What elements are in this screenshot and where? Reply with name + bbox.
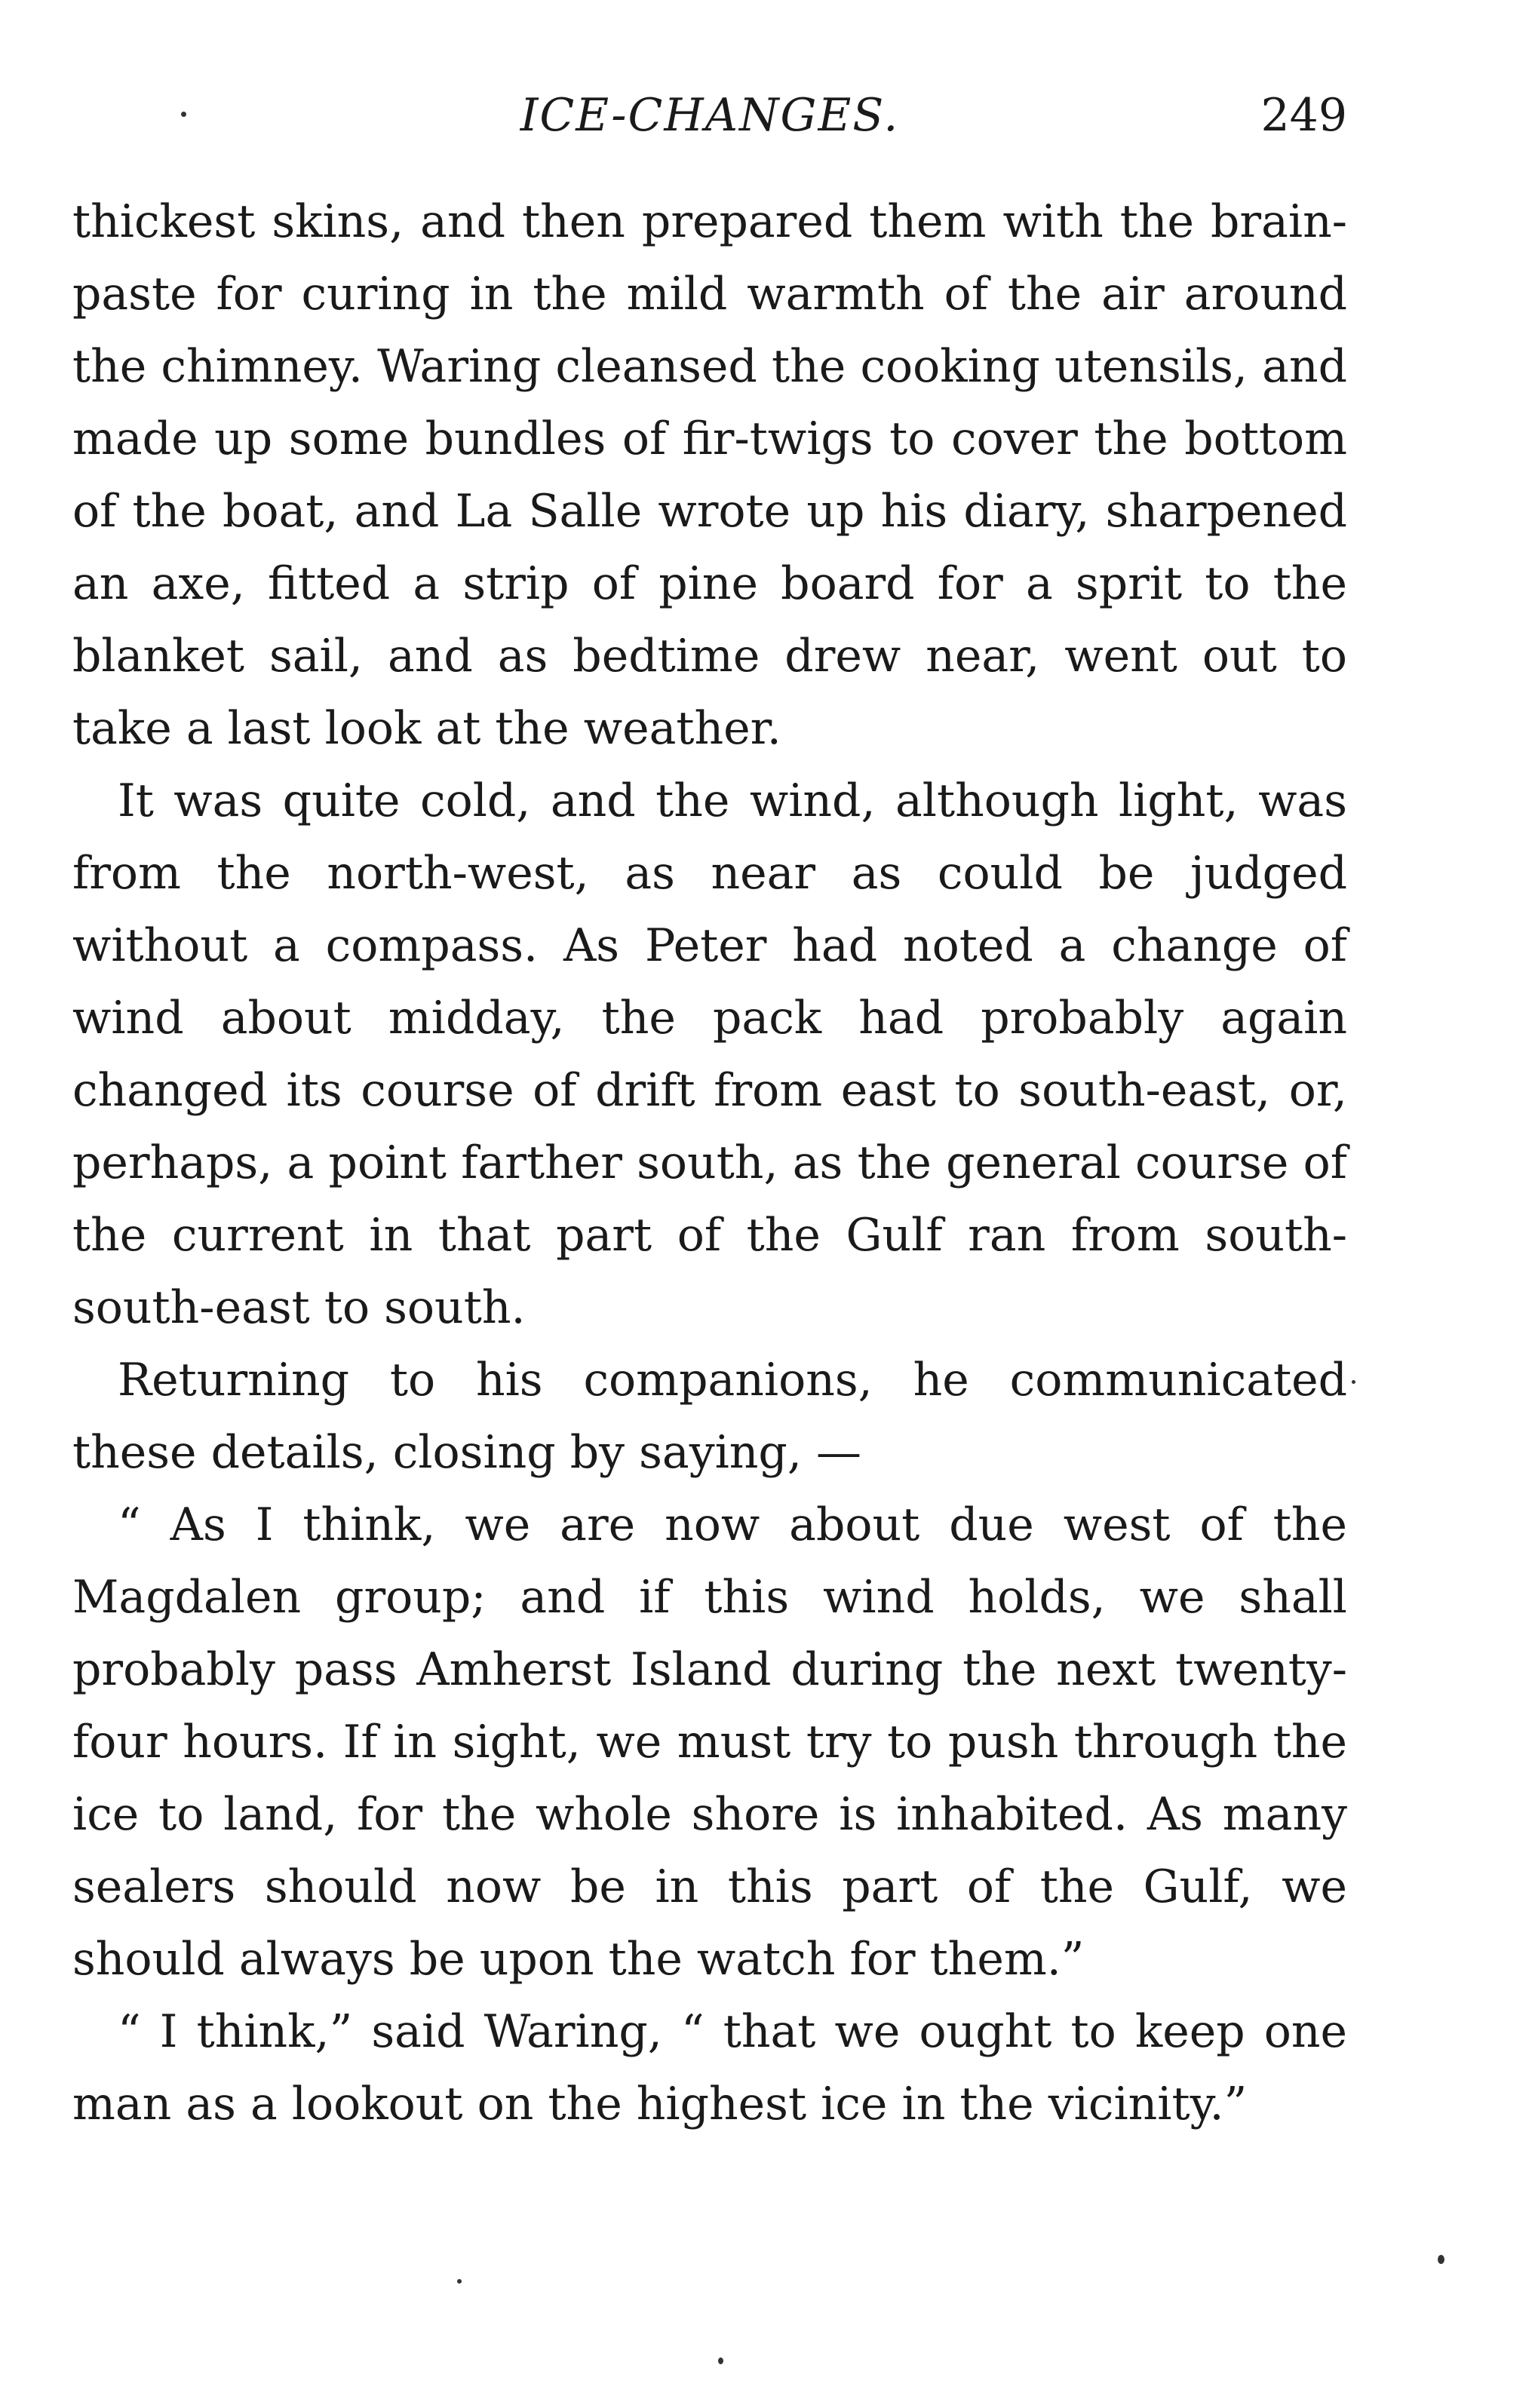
paragraph: It was quite cold, and the wind, although light, was from the north-west, as near as could be judged without a compass. As Peter had noted a change of wind about midday, the pack had probably again changed its course of drift from east to south-east, or, perhaps, a point farther south, as the general course of the current in that part of the Gulf ran from south-south-east to south. (72, 775, 1347, 1334)
print-speck (457, 2279, 462, 2284)
paragraph: “ I think,” said Waring, “ that we ought to keep one man as a lookout on the highest ice in the vicinity.” (72, 2005, 1347, 2130)
paragraph: thickest skins, and then prepared them with the brain-paste for curing in the mild warmth of the air around the chimney. Waring cleansed the cooking utensils, and made up some bundles of fir-twigs to cover the bottom of the boat, and La Salle wrote up his diary, sharpened an axe, fitted a strip of pine board for a sprit to the blanket sail, and as bedtime drew near, went out to take a last look at the weather. (72, 195, 1347, 755)
paragraph: Returning to his companions, he communicated these details, closing by saying, — (72, 1354, 1347, 1479)
print-speck (1352, 1380, 1355, 1384)
running-head (72, 81, 1347, 149)
page-number: 249 (1260, 89, 1347, 142)
print-speck (181, 112, 186, 117)
body-text (72, 186, 1347, 2140)
paragraph: “ As I think, we are now about due west of the Magdalen group; and if this wind holds, we shall probably pass Amherst Island during the next twenty-four hours. If in sight, we must try to push through the ice to land, for the whole shore is inhabited. As many sealers should now be in this part of the Gulf, we should always be upon the watch for them.” (72, 1498, 1347, 1986)
running-title: ICE-CHANGES. (520, 89, 900, 142)
print-speck (718, 2357, 723, 2364)
print-speck (1438, 2255, 1444, 2264)
